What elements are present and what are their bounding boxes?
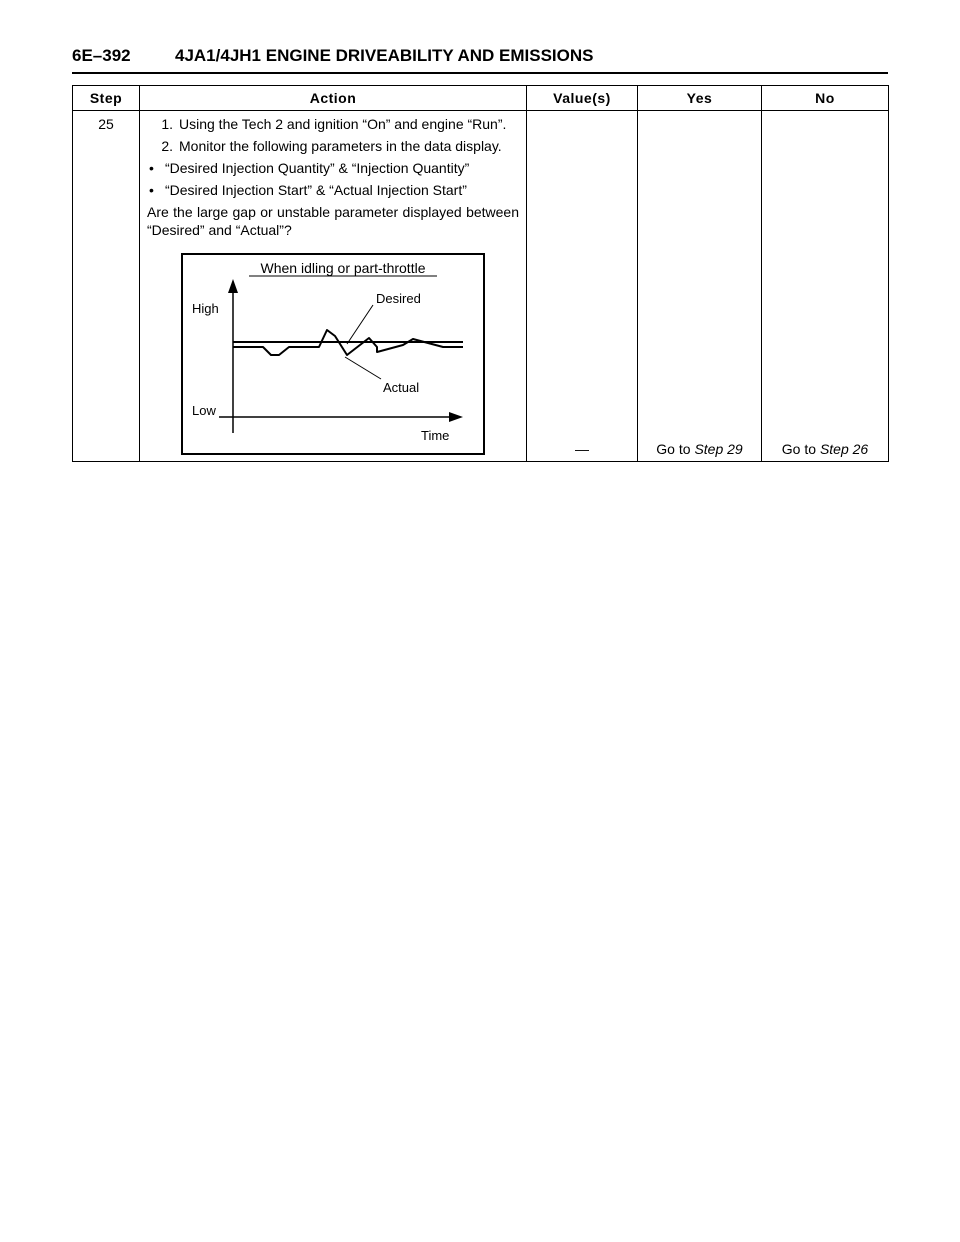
instruction-item xyxy=(147,115,519,133)
bullet-icon: • xyxy=(149,160,154,176)
y-low-label: Low xyxy=(192,403,216,418)
column-header-yes: Yes xyxy=(638,86,762,111)
instruction-text: Monitor the following parameters in the data display. xyxy=(179,138,502,154)
column-header-no: No xyxy=(762,86,889,111)
value-cell: — xyxy=(527,111,638,462)
yes-prefix: Go to xyxy=(656,441,695,457)
table-header-row xyxy=(73,86,889,111)
question-text: Are the large gap or unstable parameter displayed between “Desired” and “Actual”? xyxy=(147,204,519,238)
bullet-icon: • xyxy=(149,182,154,198)
column-header-action: Action xyxy=(140,86,527,111)
action-cell xyxy=(140,111,527,462)
page-title: 4JA1/4JH1 ENGINE DRIVEABILITY AND EMISSIONS xyxy=(175,46,594,65)
no-step-link[interactable]: Step 26 xyxy=(819,441,869,457)
waveform-svg xyxy=(183,255,483,453)
page-header xyxy=(72,44,888,74)
y-high-label: High xyxy=(192,301,219,316)
no-prefix: Go to xyxy=(781,441,820,457)
yes-cell xyxy=(638,111,762,462)
x-axis-arrow-icon xyxy=(449,412,463,422)
column-header-step: Step xyxy=(73,86,140,111)
x-axis-label: Time xyxy=(421,428,450,443)
bullet-item xyxy=(147,181,519,199)
desired-label: Desired xyxy=(376,291,421,306)
instruction-item xyxy=(147,137,519,155)
diagnostic-table xyxy=(72,85,889,462)
actual-leader-line xyxy=(345,357,381,379)
step-number: 25 xyxy=(73,111,140,462)
bullet-item xyxy=(147,159,519,177)
table-row xyxy=(73,111,889,462)
instruction-text: Using the Tech 2 and ignition “On” and engine “Run”. xyxy=(179,116,507,132)
instruction-number: 2. xyxy=(161,138,173,154)
yes-step-link[interactable]: Step 29 xyxy=(694,441,743,457)
column-header-values: Value(s) xyxy=(527,86,638,111)
diagram-title: When idling or part-throttle xyxy=(260,260,426,276)
actual-label: Actual xyxy=(383,380,420,395)
instruction-number: 1. xyxy=(161,116,173,132)
bullet-text: “Desired Injection Quantity” & “Injection Quantity” xyxy=(165,160,470,176)
y-axis-arrow-icon xyxy=(228,279,238,293)
page-code: 6E–392 xyxy=(72,46,131,65)
no-cell xyxy=(762,111,889,462)
waveform-diagram xyxy=(181,253,485,455)
bullet-text: “Desired Injection Start” & “Actual Injection Start” xyxy=(165,182,467,198)
